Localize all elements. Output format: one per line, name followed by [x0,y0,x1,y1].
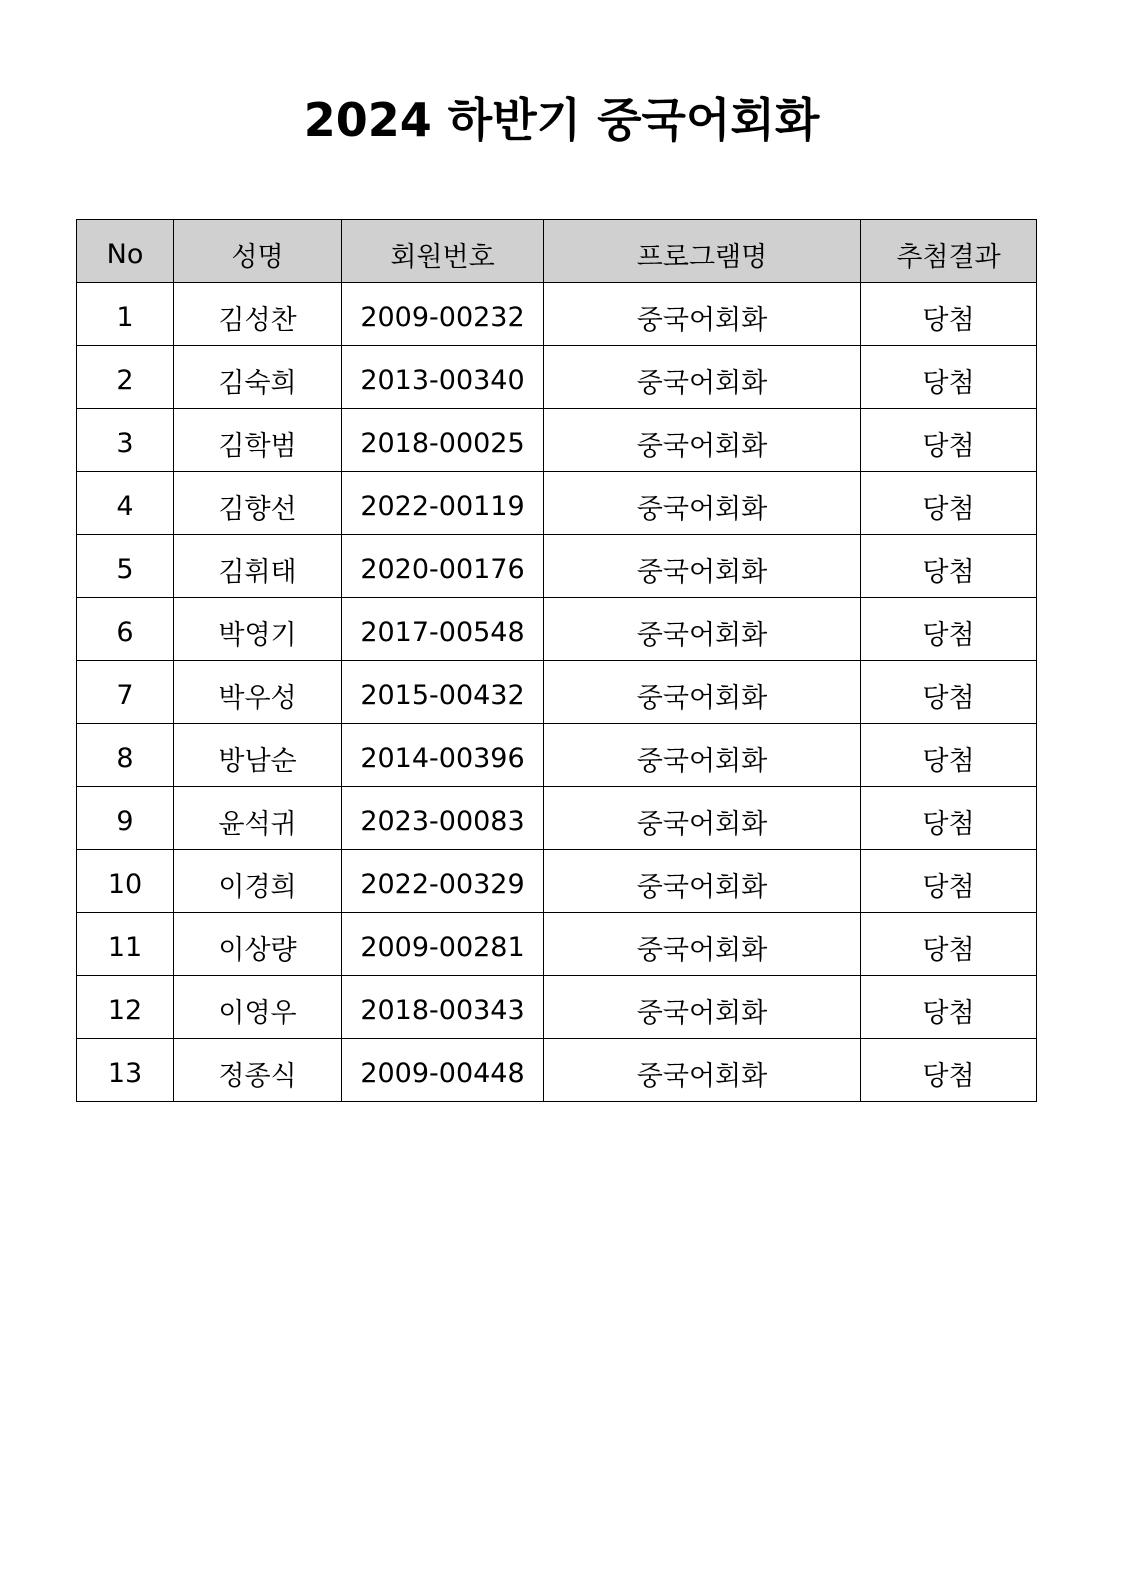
cell-no: 2 [77,346,174,409]
cell-program-name: 중국어회화 [544,850,861,913]
cell-member-number: 2022-00119 [342,472,544,535]
cell-draw-result: 당첨 [861,283,1037,346]
cell-program-name: 중국어회화 [544,535,861,598]
cell-name: 윤석귀 [174,787,342,850]
table-row [77,724,1037,787]
cell-program-name: 중국어회화 [544,283,861,346]
page-title: 2024 하반기 중국어회화 [303,93,820,147]
cell-member-number: 2009-00281 [342,913,544,976]
cell-draw-result: 당첨 [861,913,1037,976]
table-row [77,976,1037,1039]
cell-draw-result: 당첨 [861,598,1037,661]
cell-member-number: 2020-00176 [342,535,544,598]
cell-program-name: 중국어회화 [544,1039,861,1102]
cell-draw-result: 당첨 [861,724,1037,787]
table-row [77,787,1037,850]
cell-member-number: 2009-00232 [342,283,544,346]
cell-program-name: 중국어회화 [544,661,861,724]
cell-draw-result: 당첨 [861,787,1037,850]
cell-member-number: 2018-00025 [342,409,544,472]
cell-member-number: 2017-00548 [342,598,544,661]
lottery-results-table [76,219,1037,1102]
table-row [77,598,1037,661]
cell-program-name: 중국어회화 [544,724,861,787]
cell-member-number: 2015-00432 [342,661,544,724]
cell-draw-result: 당첨 [861,661,1037,724]
header-program-name: 프로그램명 [544,220,861,283]
cell-program-name: 중국어회화 [544,598,861,661]
cell-program-name: 중국어회화 [544,472,861,535]
cell-member-number: 2013-00340 [342,346,544,409]
header-draw-result: 추첨결과 [861,220,1037,283]
cell-name: 김성찬 [174,283,342,346]
cell-member-number: 2014-00396 [342,724,544,787]
cell-name: 김휘태 [174,535,342,598]
cell-draw-result: 당첨 [861,850,1037,913]
cell-member-number: 2009-00448 [342,1039,544,1102]
cell-program-name: 중국어회화 [544,913,861,976]
cell-member-number: 2018-00343 [342,976,544,1039]
cell-no: 12 [77,976,174,1039]
cell-no: 13 [77,1039,174,1102]
cell-name: 박영기 [174,598,342,661]
cell-no: 6 [77,598,174,661]
cell-member-number: 2022-00329 [342,850,544,913]
cell-no: 4 [77,472,174,535]
cell-draw-result: 당첨 [861,1039,1037,1102]
cell-name: 이상량 [174,913,342,976]
cell-no: 8 [77,724,174,787]
cell-no: 7 [77,661,174,724]
cell-program-name: 중국어회화 [544,346,861,409]
cell-program-name: 중국어회화 [544,409,861,472]
cell-name: 김숙희 [174,346,342,409]
cell-name: 박우성 [174,661,342,724]
table-row [77,283,1037,346]
cell-no: 11 [77,913,174,976]
cell-program-name: 중국어회화 [544,787,861,850]
cell-no: 10 [77,850,174,913]
table-header-row [77,220,1037,283]
header-member-number: 회원번호 [342,220,544,283]
cell-name: 김향선 [174,472,342,535]
cell-no: 9 [77,787,174,850]
header-no: No [77,220,174,283]
header-name: 성명 [174,220,342,283]
cell-draw-result: 당첨 [861,472,1037,535]
cell-no: 5 [77,535,174,598]
table-row [77,850,1037,913]
cell-draw-result: 당첨 [861,976,1037,1039]
table-row [77,913,1037,976]
cell-name: 방남순 [174,724,342,787]
cell-name: 이경희 [174,850,342,913]
table-row [77,1039,1037,1102]
cell-draw-result: 당첨 [861,409,1037,472]
table-row [77,535,1037,598]
table-row [77,409,1037,472]
cell-no: 1 [77,283,174,346]
cell-program-name: 중국어회화 [544,976,861,1039]
cell-draw-result: 당첨 [861,535,1037,598]
table-row [77,661,1037,724]
cell-name: 정종식 [174,1039,342,1102]
table-row [77,346,1037,409]
cell-name: 이영우 [174,976,342,1039]
cell-name: 김학범 [174,409,342,472]
cell-member-number: 2023-00083 [342,787,544,850]
cell-draw-result: 당첨 [861,346,1037,409]
cell-no: 3 [77,409,174,472]
table-body [77,283,1037,1102]
table-row [77,472,1037,535]
